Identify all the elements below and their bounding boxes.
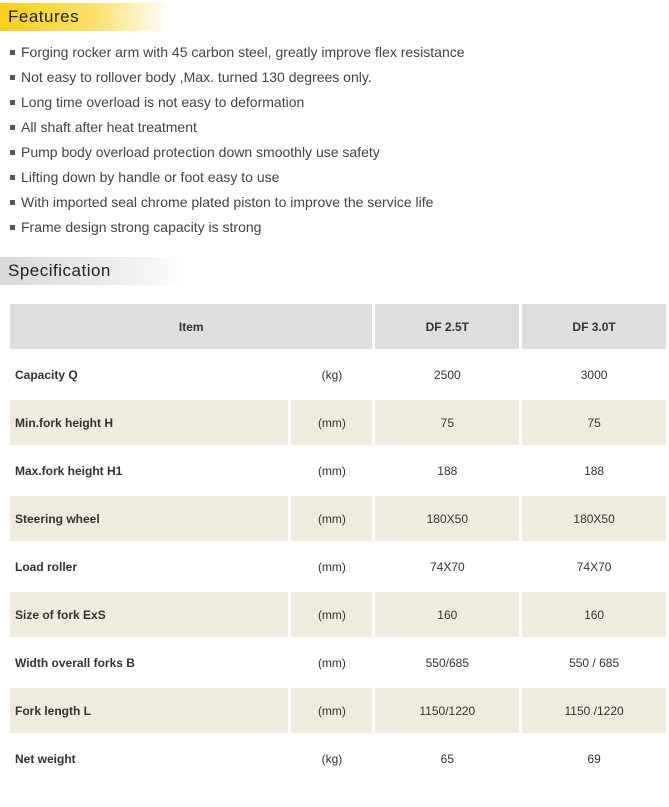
table-header-row	[10, 304, 666, 349]
features-list	[10, 40, 465, 240]
row-unit: (mm)	[317, 463, 346, 478]
table-row	[10, 736, 666, 781]
row-value-df25: 160	[375, 592, 519, 637]
feature-item	[10, 190, 465, 215]
row-value-df30: 1150 /1220	[522, 688, 666, 733]
row-unit: (kg)	[321, 751, 343, 766]
row-name: Capacity Q	[15, 367, 78, 382]
table-row	[10, 688, 666, 733]
row-name: Min.fork height H	[10, 400, 288, 445]
table-row	[10, 400, 666, 445]
row-value-df30: 74X70	[576, 559, 612, 574]
feature-item	[10, 165, 465, 190]
feature-item	[10, 65, 465, 90]
specification-header	[0, 257, 190, 285]
table-row	[10, 496, 666, 541]
column-header-item: Item	[10, 304, 372, 349]
feature-item	[10, 90, 465, 115]
bullet-icon	[10, 150, 15, 155]
feature-item	[10, 40, 465, 65]
row-value-df30: 550 / 685	[569, 655, 620, 670]
bullet-icon	[10, 175, 15, 180]
table-row	[10, 544, 666, 589]
features-header	[0, 3, 170, 31]
feature-text: Forging rocker arm with 45 carbon steel, greatly improve flex resistance	[21, 44, 465, 60]
specification-table	[7, 301, 669, 784]
row-name: Width overall forks B	[15, 655, 135, 670]
row-unit: (mm)	[291, 688, 372, 733]
specification-title: Specification	[8, 261, 111, 280]
table-row	[10, 640, 666, 685]
row-value-df25: 550/685	[425, 655, 470, 670]
row-name: Max.fork height H1	[15, 463, 123, 478]
features-title: Features	[8, 7, 80, 26]
row-value-df30: 75	[522, 400, 666, 445]
row-value-df30: 160	[522, 592, 666, 637]
feature-text: Long time overload is not easy to deformation	[21, 94, 305, 110]
row-unit: (kg)	[321, 367, 343, 382]
bullet-icon	[10, 125, 15, 130]
table-row	[10, 352, 666, 397]
row-value-df25: 74X70	[429, 559, 465, 574]
bullet-icon	[10, 75, 15, 80]
row-name: Size of fork ExS	[10, 592, 288, 637]
row-value-df25: 75	[375, 400, 519, 445]
feature-text: Lifting down by handle or foot easy to use	[21, 169, 280, 185]
row-value-df25: 188	[437, 463, 458, 478]
row-value-df30: 69	[587, 751, 601, 766]
row-unit: (mm)	[291, 496, 372, 541]
row-value-df30: 3000	[580, 367, 608, 382]
row-value-df25: 2500	[433, 367, 461, 382]
row-value-df25: 65	[440, 751, 454, 766]
row-name: Load roller	[15, 559, 78, 574]
bullet-icon	[10, 225, 15, 230]
bullet-icon	[10, 100, 15, 105]
row-value-df30: 188	[584, 463, 605, 478]
feature-text: Pump body overload protection down smoothly use safety	[21, 144, 380, 160]
bullet-icon	[10, 50, 15, 55]
row-unit: (mm)	[291, 592, 372, 637]
row-value-df25: 1150/1220	[375, 688, 519, 733]
feature-item	[10, 215, 465, 240]
column-header-df30: DF 3.0T	[522, 304, 666, 349]
row-value-df30: 180X50	[522, 496, 666, 541]
row-unit: (mm)	[317, 655, 346, 670]
row-unit: (mm)	[317, 559, 346, 574]
row-name: Net weight	[15, 751, 76, 766]
row-name: Fork length L	[10, 688, 288, 733]
row-name: Steering wheel	[10, 496, 288, 541]
feature-text: Frame design strong capacity is strong	[21, 219, 262, 235]
column-header-df25: DF 2.5T	[375, 304, 519, 349]
feature-item	[10, 115, 465, 140]
feature-text: Not easy to rollover body ,Max. turned 130 degrees only.	[21, 69, 372, 85]
feature-text: All shaft after heat treatment	[21, 119, 197, 135]
row-value-df25: 180X50	[375, 496, 519, 541]
table-row	[10, 448, 666, 493]
feature-item	[10, 140, 465, 165]
feature-text: With imported seal chrome plated piston to improve the service life	[21, 194, 434, 210]
table-row	[10, 592, 666, 637]
row-unit: (mm)	[291, 400, 372, 445]
bullet-icon	[10, 200, 15, 205]
